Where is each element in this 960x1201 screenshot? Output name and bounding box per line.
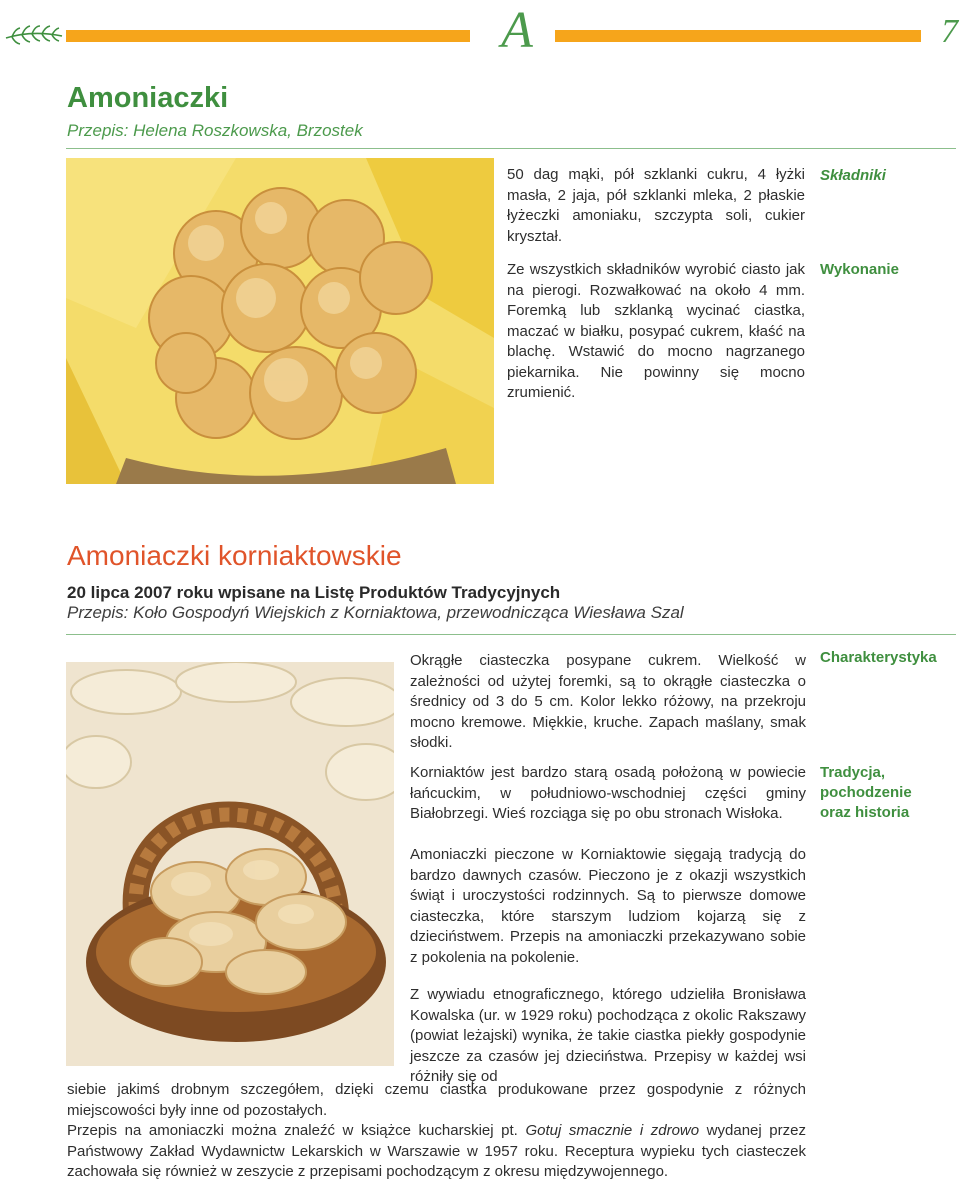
leaf-ornament-icon bbox=[2, 24, 66, 48]
page-number: 7 bbox=[941, 13, 958, 50]
history-paragraph-3-narrow: Z wywiadu etnograficznego, którego udzieliła Bronisława Kowalska (ur. w 1929 roku) pochodząca z okolic Rakszawy (powiat leżajski) wynika, że takie ciastka piekły gospodynie jeszcze za czasów jej dzieciństwa. Przepisy w każdej wsi różniły się od bbox=[410, 986, 806, 1085]
registry-note: 20 lipca 2007 roku wpisane na Listę Produktów Tradycyjnych bbox=[67, 583, 561, 602]
history-label: Tradycja, pochodzenie oraz historia bbox=[820, 764, 912, 821]
history-paragraph-1: Korniaktów jest bardzo starą osadą położoną w powiecie łańcuckim, w południowo-wschodniej części gminy Białobrzegi. Wieś rozciąga się po obu stronach Wisłoka. bbox=[410, 764, 806, 822]
characteristics-label: Charakterystyka bbox=[820, 649, 937, 666]
book-title: Gotuj smacznie i zdrowo bbox=[525, 1122, 700, 1139]
recipe-title: Amoniaczki bbox=[67, 82, 229, 114]
cookies-bread-basket-photo bbox=[66, 662, 394, 1066]
header-bar-left bbox=[66, 30, 470, 42]
header-bar-right bbox=[555, 30, 921, 42]
section-letter: A bbox=[501, 2, 533, 59]
history-paragraph-4 bbox=[67, 1121, 806, 1183]
cookies-basket-photo bbox=[66, 158, 494, 484]
history-paragraph-4-end: wydanej przez Państwowy Zakład Wydawnictw Lekarskich w Warszawie w 1957 roku. Receptura wypieku tych ciasteczek zachowała się również w zeszycie z przepisami pochodzącym z okresu międzywojennego. bbox=[67, 1122, 806, 1180]
recipe2-title: Amoniaczki korniaktowskie bbox=[67, 540, 402, 571]
method-label: Wykonanie bbox=[820, 261, 899, 278]
history-paragraph-3-wide: siebie jakimś drobnym szczegółem, dzięki czemu ciastka produkowane przez gospodynie z różnych miejscowości były inne od pozostałych. bbox=[67, 1081, 806, 1119]
section-divider bbox=[66, 148, 956, 149]
ingredients-text: 50 dag mąki, pół szklanki cukru, 4 łyżki masła, 2 jaja, pół szklanki mleka, 2 płaskie łyżeczki amoniaku, szczypta soli, cukier kryształ. bbox=[507, 166, 805, 245]
history-paragraph-4-start: Przepis na amoniaczki można znaleźć w książce kucharskiej pt. bbox=[67, 1122, 526, 1139]
method-text: Ze wszystkich składników wyrobić ciasto jak na pierogi. Rozwałkować na około 4 mm. Foremką lub szklanką wycinać ciastka, maczać w białku, posypać cukrem, kłaść na blachę. Wstawić do mocno nagrzanego piekarnika. Nie powinny się mocno zrumienić. bbox=[507, 261, 805, 401]
ingredients-label: Składniki bbox=[820, 167, 886, 184]
history-paragraph-2: Amoniaczki pieczone w Korniaktowie sięgają tradycją do bardzo dawnych czasów. Pieczono je z okazji wszystkich świąt i uroczystości rodzinnych. Są to pierwsze domowe ciasteczka, które starszym ludziom kojarzą się z dzieciństwem. Przepis na amoniaczki przekazywano sobie z pokolenia na pokolenie. bbox=[410, 846, 806, 966]
characteristics-text: Okrągłe ciasteczka posypane cukrem. Wielkość w zależności od użytej foremki, są to okrągłe ciasteczka o średnicy od 3 do 5 cm. Kolor lekko różowy, na przekroju mocno kremowe. Miękkie, kruche. Zapach maślany, smak słodki. bbox=[410, 652, 806, 751]
section-divider bbox=[66, 634, 956, 635]
recipe-author: Przepis: Helena Roszkowska, Brzostek bbox=[67, 121, 363, 140]
recipe2-author: Przepis: Koło Gospodyń Wiejskich z Korniaktowa, przewodnicząca Wiesława Szal bbox=[67, 603, 684, 622]
